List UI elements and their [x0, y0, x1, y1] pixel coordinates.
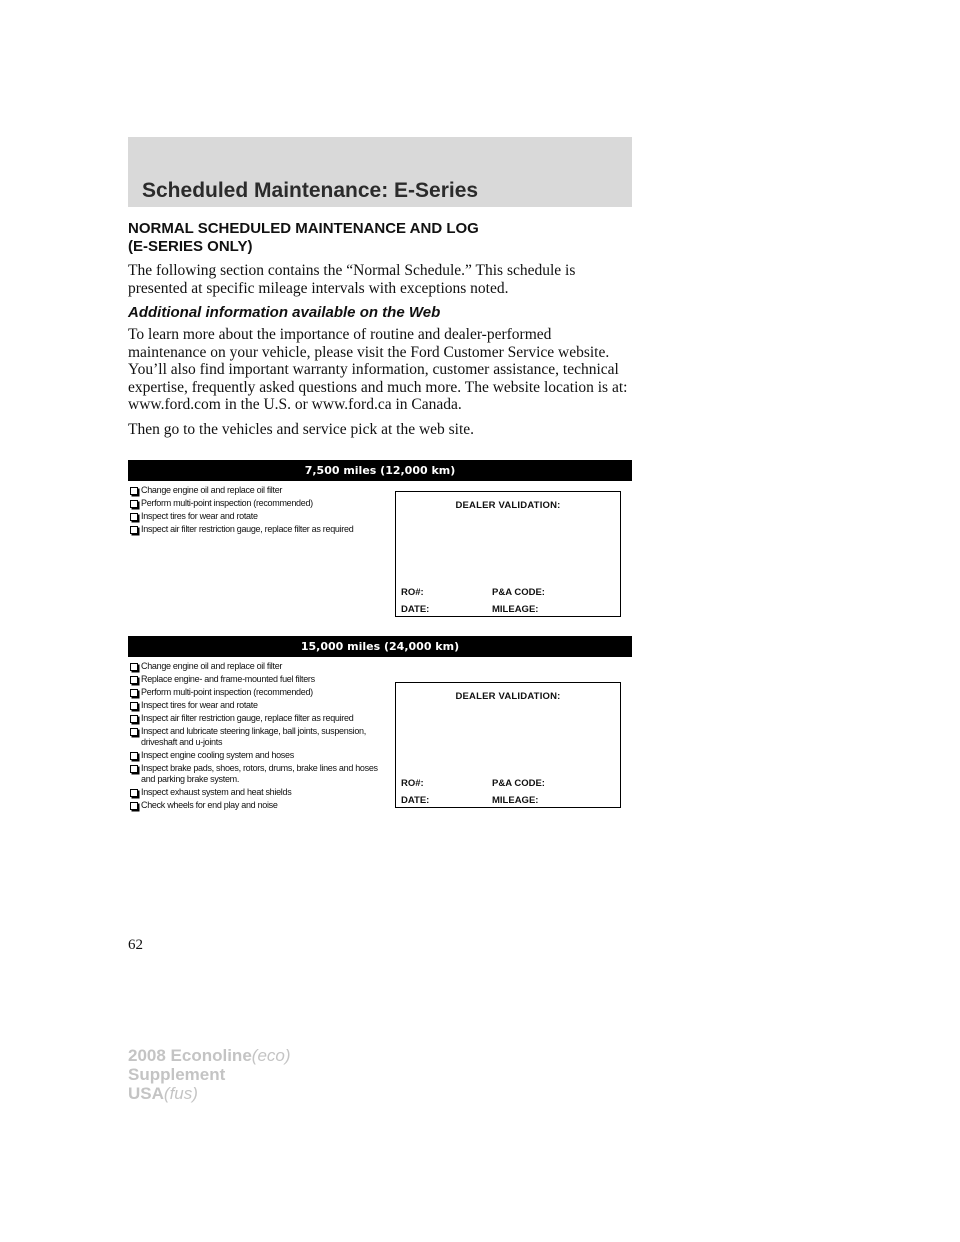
footer-market: USA: [128, 1084, 164, 1103]
checkbox-icon[interactable]: [130, 500, 138, 508]
task-item: Inspect and lubricate steering linkage, ball joints, suspension, driveshaft and u-joints: [130, 726, 388, 748]
interval-7500: [128, 460, 632, 620]
main-content: [128, 220, 632, 445]
footer-model-code: (eco): [251, 1046, 291, 1065]
task-item: Inspect engine cooling system and hoses: [130, 750, 388, 761]
pa-code-label: P&A CODE:: [492, 587, 545, 598]
task-list: [130, 661, 388, 813]
section-header-band: [128, 137, 632, 207]
web-paragraph: To learn more about the importance of routine and dealer-performed maintenance on your vehicle, please visit the Ford Customer Service website. You’ll also find important warranty information, customer assistance, technical expertise, frequently asked questions and much more. The website location is at: www.ford.com in the U.S. or www.ford.ca in Canada.: [128, 326, 628, 413]
task-list: [130, 485, 388, 537]
checkbox-icon[interactable]: [130, 752, 138, 760]
checkbox-icon[interactable]: [130, 526, 138, 534]
section-heading-line2: (E-SERIES ONLY): [128, 238, 253, 255]
web-subheading: Additional information available on the Web: [128, 304, 441, 321]
date-label: DATE:: [401, 604, 430, 615]
page-number: 62: [128, 937, 143, 953]
checkbox-icon[interactable]: [130, 789, 138, 797]
footer-supplement: Supplement: [128, 1065, 226, 1084]
intro-paragraph: The following section contains the “Normal Schedule.” This schedule is presented at specific mileage intervals with exceptions noted.: [128, 262, 576, 297]
task-item: Inspect brake pads, shoes, rotors, drums, brake lines and hoses and parking brake system.: [130, 763, 388, 785]
dealer-validation-title: DEALER VALIDATION:: [455, 500, 561, 511]
footer-watermark: [128, 1046, 291, 1103]
checkbox-icon[interactable]: [130, 728, 138, 736]
task-item: Replace engine- and frame-mounted fuel filters: [130, 674, 388, 685]
task-item: Inspect tires for wear and rotate: [130, 511, 388, 522]
checkbox-icon[interactable]: [130, 487, 138, 495]
interval-label: 7,500 miles (12,000 km): [128, 460, 632, 481]
task-item: Change engine oil and replace oil filter: [130, 485, 388, 496]
footer-market-code: (fus): [163, 1084, 198, 1103]
dealer-validation-title: DEALER VALIDATION:: [455, 691, 561, 702]
checkbox-icon[interactable]: [130, 802, 138, 810]
task-item: Perform multi-point inspection (recommended): [130, 687, 388, 698]
section-header-title: Scheduled Maintenance: E-Series: [142, 179, 479, 202]
task-item: Change engine oil and replace oil filter: [130, 661, 388, 672]
ro-label: RO#:: [401, 778, 424, 789]
dealer-validation-box: [395, 682, 621, 808]
interval-15000: [128, 636, 632, 836]
checkbox-icon[interactable]: [130, 715, 138, 723]
interval-label: 15,000 miles (24,000 km): [128, 636, 632, 657]
footer-model: 2008 Econoline: [128, 1046, 252, 1065]
section-heading: [128, 220, 632, 256]
checkbox-icon[interactable]: [130, 702, 138, 710]
task-item: Check wheels for end play and noise: [130, 800, 388, 811]
then-paragraph: Then go to the vehicles and service pick at the web site.: [128, 420, 475, 438]
task-item: Inspect exhaust system and heat shields: [130, 787, 388, 798]
date-label: DATE:: [401, 795, 430, 806]
section-heading-line1: NORMAL SCHEDULED MAINTENANCE AND LOG: [128, 220, 479, 237]
checkbox-icon[interactable]: [130, 513, 138, 521]
task-item: Inspect air filter restriction gauge, replace filter as required: [130, 524, 388, 535]
checkbox-icon[interactable]: [130, 676, 138, 684]
mileage-label: MILEAGE:: [492, 795, 539, 806]
mileage-label: MILEAGE:: [492, 604, 539, 615]
checkbox-icon[interactable]: [130, 689, 138, 697]
ro-label: RO#:: [401, 587, 424, 598]
dealer-validation-box: [395, 491, 621, 617]
checkbox-icon[interactable]: [130, 663, 138, 671]
checkbox-icon[interactable]: [130, 765, 138, 773]
task-item: Perform multi-point inspection (recommended): [130, 498, 388, 509]
task-item: Inspect tires for wear and rotate: [130, 700, 388, 711]
pa-code-label: P&A CODE:: [492, 778, 545, 789]
task-item: Inspect air filter restriction gauge, replace filter as required: [130, 713, 388, 724]
